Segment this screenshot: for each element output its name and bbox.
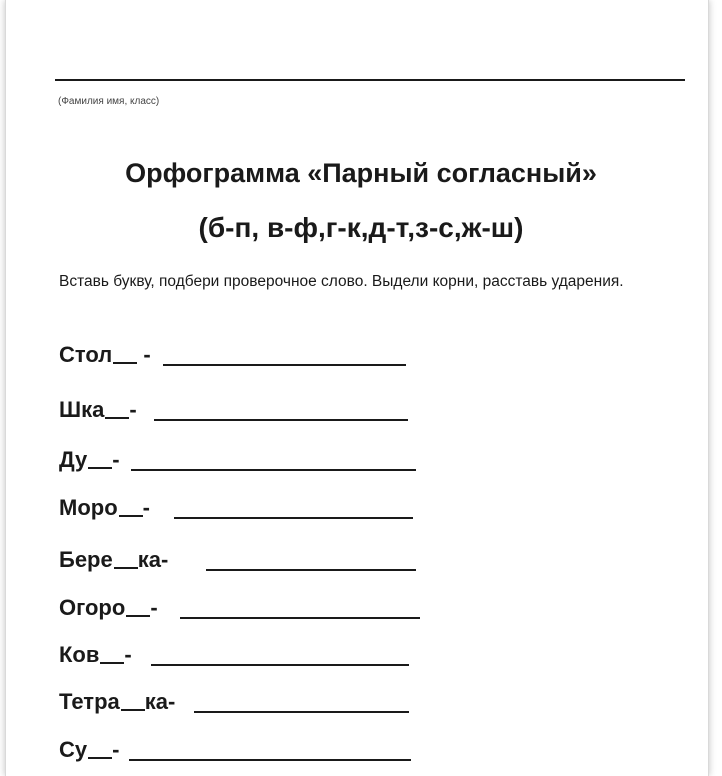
missing-letter-blank	[88, 445, 112, 469]
answer-line	[129, 759, 411, 761]
word-start: Тетра	[59, 689, 120, 714]
answer-line	[180, 617, 420, 619]
answer-line	[154, 419, 408, 421]
name-line	[55, 79, 685, 81]
word-row	[59, 395, 137, 423]
worksheet-subtitle: (б-п, в-ф,г-к,д-т,з-с,ж-ш)	[198, 212, 524, 243]
word-row	[59, 340, 151, 368]
word-end: ка-	[137, 547, 169, 572]
missing-letter-blank	[113, 340, 137, 364]
word-end: -	[142, 495, 150, 520]
word-end: -	[124, 642, 132, 667]
word-row	[59, 545, 168, 573]
answer-line	[194, 711, 409, 713]
word-end: -	[112, 447, 120, 472]
answer-line	[131, 469, 416, 471]
word-start: Ков	[59, 642, 100, 667]
word-start: Ду	[59, 447, 88, 472]
missing-letter-blank	[105, 395, 129, 419]
word-start: Стол	[59, 342, 113, 367]
word-row	[59, 593, 158, 621]
word-row	[59, 687, 175, 715]
word-start: Моро	[59, 495, 118, 520]
missing-letter-blank	[119, 493, 143, 517]
name-caption: (Фамилия имя, класс)	[58, 96, 160, 107]
word-row	[59, 735, 119, 763]
missing-letter-blank	[121, 687, 145, 711]
word-end: -	[112, 737, 120, 762]
answer-line	[174, 517, 413, 519]
word-end: -	[137, 342, 151, 367]
word-row	[59, 640, 132, 668]
missing-letter-blank	[100, 640, 124, 664]
word-row	[59, 445, 120, 473]
word-start: Су	[59, 737, 88, 762]
answer-line	[206, 569, 416, 571]
word-start: Шка	[59, 397, 105, 422]
word-end: -	[150, 595, 158, 620]
missing-letter-blank	[126, 593, 150, 617]
word-end: -	[129, 397, 137, 422]
word-start: Огоро	[59, 595, 126, 620]
word-start: Бере	[59, 547, 113, 572]
missing-letter-blank	[114, 545, 138, 569]
worksheet-title: Орфограмма «Парный согласный»	[125, 158, 597, 188]
word-row	[59, 493, 150, 521]
instructions: Вставь букву, подбери проверочное слово. Выдели корни, расставь ударения.	[59, 273, 624, 290]
word-end: ка-	[144, 689, 176, 714]
missing-letter-blank	[88, 735, 112, 759]
answer-line	[163, 364, 406, 366]
answer-line	[151, 664, 409, 666]
